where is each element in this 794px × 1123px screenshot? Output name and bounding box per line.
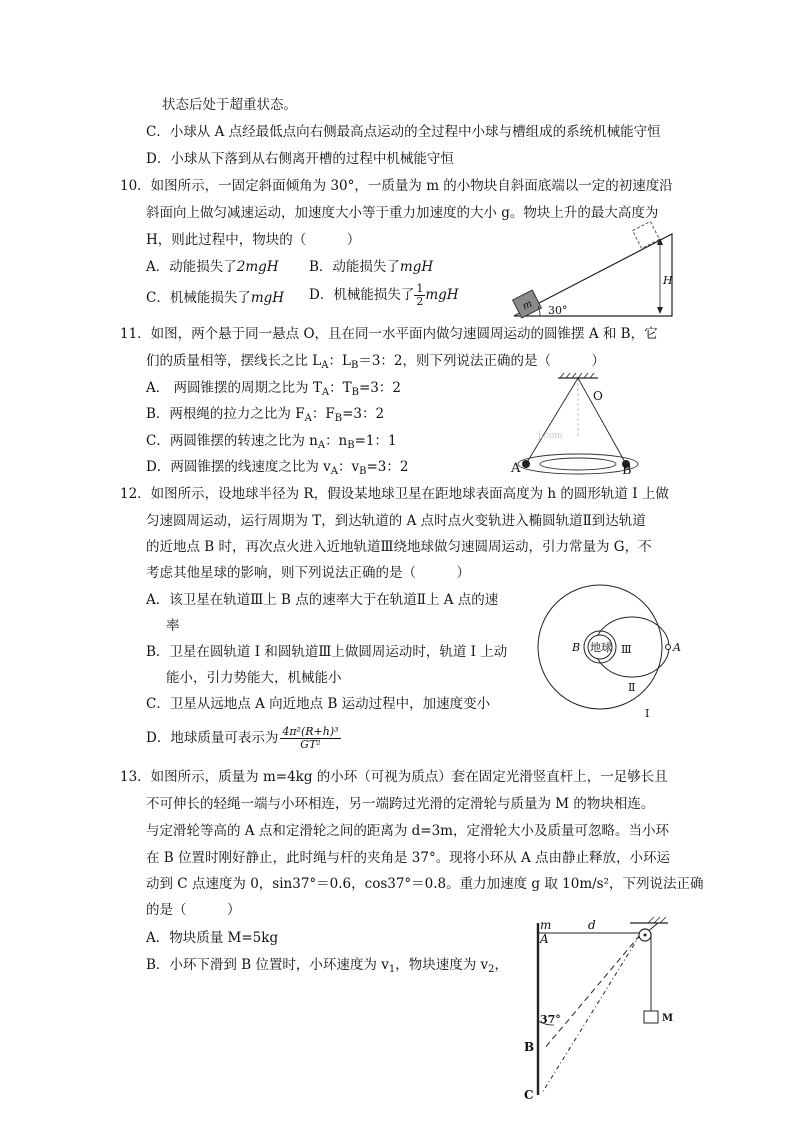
label-ii: Ⅱ [628,681,636,694]
point-a [666,645,671,650]
question-12-stem: 12．如图所示，设地球半径为 R，假设某地球卫星在距地球表面高度为 h 的圆形轨道 I 上做 [120,486,669,502]
label-m: m [540,918,552,932]
question-10-option-d: D．机械能损失了 $\frac{1}{2}$ mgH [309,282,459,308]
label-c: C [524,1088,534,1101]
earth-label: 地球 [590,641,612,654]
question-10-option-a: A．动能损失了2mgH [146,259,279,275]
label-i: Ⅰ [645,707,650,720]
orbit-b [540,458,616,470]
question-13-stem: 在 B 位置时刚好静止，此时绳与杆的夹角是 37°。现将小环从 A 点由静止释放，小环运 [146,850,671,866]
height-label: H [663,274,673,287]
question-11-stem: 11．如图，两个悬于同一悬点 O，且在同一水平面内做匀速圆周运动的圆锥摆 A 和 B，它 [120,326,658,342]
angle-label: 37° [540,1013,561,1026]
question-13-stem: 不可伸长的轻绳一端与小环相连，另一端跨过光滑的定滑轮与质量为 M 的物块相连。 [146,796,655,812]
question-12-option-b: 能小，引力势能大，机械能小 [166,670,342,686]
ball-a [522,460,530,468]
block-top-dashed [633,222,660,249]
label-b: B [524,1040,535,1054]
ring-pulley-figure [518,913,688,1101]
pulley-hatch [648,917,666,923]
question-13-stem: 动到 C 点速度为 0，sin37°＝0.6，cos37°＝0.8。重力加速度 g 取 10m/s²，下列说法正确 [146,876,704,892]
question-12-option-d: D．地球质量可表示为 $\frac{\text{4π²(R+h)³}}{\text{GT²}}$ [146,725,339,751]
text-line: 状态后处于超重状态。 [162,97,297,113]
question-11-option-a: A． 两圆锥摆的周期之比为 $T_A$：$T_B=3$：2 [146,380,401,398]
option-c: C．小球从 A 点经最低点向右侧最高点运动的全过程中小球与槽组成的系统机械能守恒 [146,124,661,140]
ceiling-hatch [560,373,594,378]
question-10-option-c: C．机械能损失了mgH [146,290,285,306]
label-a: A [511,461,521,476]
block-m [644,1011,658,1023]
cone-pendulum-figure [508,372,668,478]
question-13-option-a: A．物块质量 M=5kg [146,930,279,946]
question-11-option-d: D．两圆锥摆的线速度之比为 $v_A$：$v_B=3$：2 [146,459,409,477]
question-12-option-a: A．该卫星在轨道Ⅲ上 B 点的速率大于在轨道Ⅱ上 A 点的速 [146,592,499,608]
question-11-option-c: C．两圆锥摆的转速之比为 $n_A$：$n_B=1$：1 [146,433,397,451]
question-12-option-b: B．卫星在圆轨道 I 和圆轨道Ⅲ上做圆周运动时，轨道 I 上动 [146,644,508,660]
question-12-option-c: C．卫星从远地点 A 向近地点 B 运动过程中，加速度变小 [146,696,491,712]
label-big-m: M [662,1013,674,1024]
angle-label: 30° [548,304,568,317]
incline-figure [508,220,678,322]
question-10-stem: H，则此过程中，物块的（ ） [146,232,361,248]
question-13-stem: 的是（ ） [146,902,241,918]
question-10-stem: 10．如图所示，一固定斜面倾角为 30°，一质量为 m 的小物块自斜面底端以一定的初速度沿 [120,178,673,194]
block-label: m [520,298,535,313]
string-a [526,378,578,464]
question-12-option-a: 率 [166,618,180,634]
question-10-option-b: B．动能损失了mgH [309,259,434,275]
rope-to-b [544,935,640,1049]
label-iii: Ⅲ [621,643,632,656]
label-o: O [593,389,603,403]
question-11-stem: 们的质量相等，摆线长之比 $L_A$：$L_B=3$：2，则下列说法正确的是（ ） [146,353,606,371]
question-13-option-b: B．小环下滑到 B 位置时，小环速度为 $v_1$，物块速度为 $v_2$， [146,957,509,975]
question-12-stem: 的近地点 B 时，再次点火进入近地轨道Ⅲ绕地球做匀速圆周运动，引力常量为 G，不 [146,539,652,555]
question-13-stem: 13．如图所示，质量为 m=4kg 的小环（可视为质点）套在固定光滑竖直杆上，一足够长且 [120,769,668,785]
arrow-head [657,307,663,314]
label-d: d [588,918,596,932]
question-13-stem: 与定滑轮等高的 A 点和定滑轮之间的距离为 d=3m，定滑轮大小及质量可忽略。当小环 [146,823,669,839]
pulley-axle [644,934,647,937]
orbit-figure [528,583,688,723]
label-b: B [572,641,581,654]
block-m [513,290,542,318]
orbit-a [518,454,638,474]
option-d: D．小球从下落到从右侧离开槽的过程中机械能守恒 [146,151,454,167]
question-11-option-b: B．两根绳的拉力之比为 $F_A$：$F_B=3$：2 [146,406,385,424]
label-b: B [622,463,632,478]
label-a: A [540,932,549,946]
question-12-stem: 匀速圆周运动，运行周期为 T，到达轨道的 A 点时点火变轨进入椭圆轨道Ⅱ到达轨道 [146,513,646,529]
watermark: j.com [538,431,563,441]
question-10-stem: 斜面向上做匀减速运动，加速度大小等于重力加速度的大小 g。物块上升的最大高度为 [146,205,659,221]
question-12-stem: 考虑其他星球的影响，则下列说法正确的是（ ） [146,565,470,581]
label-a: A [673,641,681,654]
